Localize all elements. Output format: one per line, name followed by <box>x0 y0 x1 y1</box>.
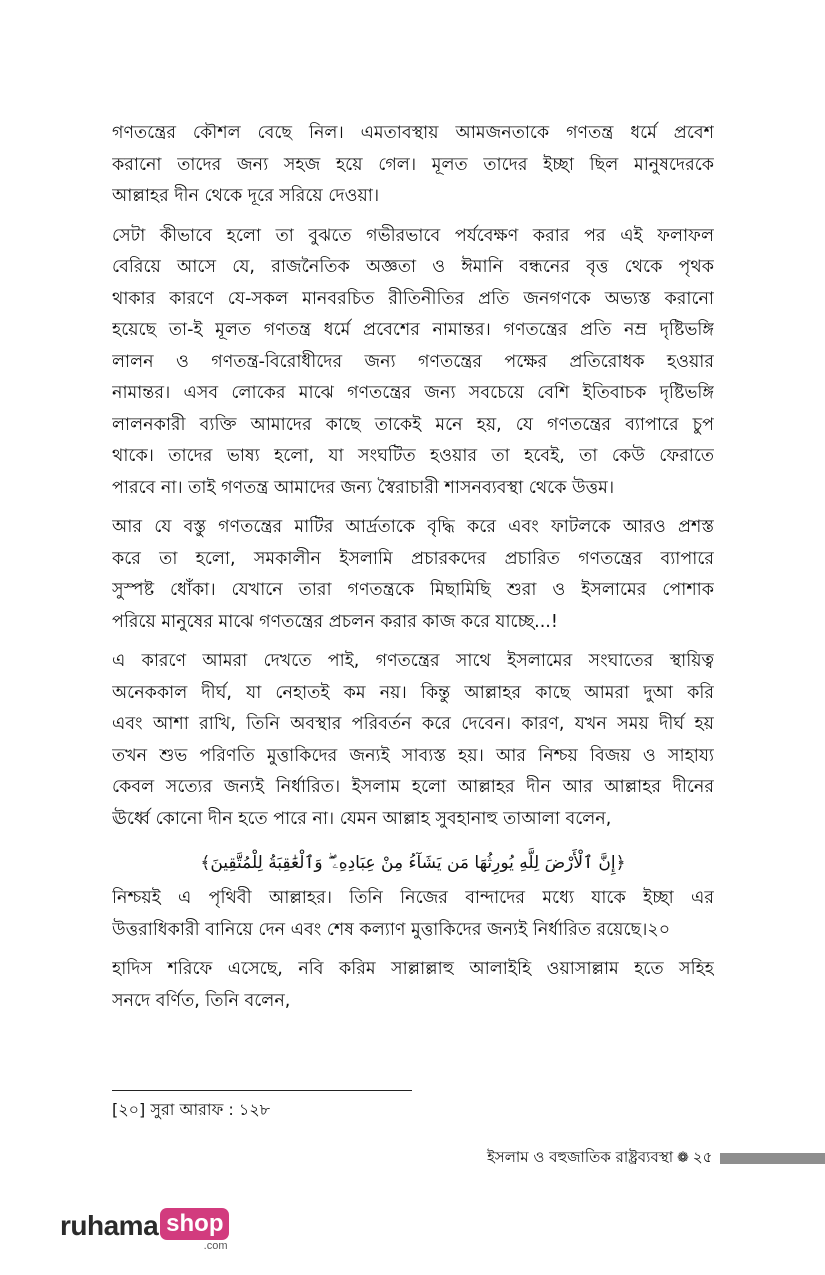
text-line: এ কারণে আমরা দেখতে পাই, গণতন্ত্রের সাথে ইসলামের সংঘাতের স্থায়িত্ব <box>112 651 714 671</box>
paragraph <box>112 646 714 835</box>
text-line: নামান্তর। এসব লোকের মাঝে গণতন্ত্রের জন্য সবচেয়ে বেশি ইতিবাচক দৃষ্টিভঙ্গি <box>112 383 714 403</box>
text-line: সুস্পষ্ট ধোঁকা। যেখানে তারা গণতন্ত্রকে মিছামিছি শুরা ও ইসলামের পোশাক <box>112 580 714 600</box>
text-line: কেবল সত্যের জন্যই নির্ধারিত। ইসলাম হলো আল্লাহর দীন আর আল্লাহর দীনের <box>112 777 714 797</box>
text-line: সেটা কীভাবে হলো তা বুঝতে গভীরভাবে পর্যবেক্ষণ করার পর এই ফলাফল <box>112 225 714 246</box>
text-line: গণতন্ত্রের কৌশল বেছে নিল। এমতাবস্থায় আমজনতাকে গণতন্ত্র ধর্মে প্রবেশ <box>112 123 714 143</box>
text-line: করে তা হলো, সমকালীন ইসলামি প্রচারকদের প্রচারিত গণতন্ত্রের ব্যাপারে <box>112 548 714 569</box>
text-line: অনেককাল দীর্ঘ, যা নেহাতই কম নয়। কিন্তু আল্লাহর কাছে আমরা দুআ করি <box>112 682 714 703</box>
text-line: থাকে। তাদের ভাষ্য হলো, যা সংঘটিত হওয়ার তা হবেই, তা কেউ ফেরাতে <box>112 446 714 466</box>
logo-shop-badge: shop <box>160 1208 229 1240</box>
text-line: তখন শুভ পরিণতি মুত্তাকিদের জন্যই সাব্যস্ত হয়। আর নিশ্চয় বিজয় ও সাহায্য <box>112 745 714 766</box>
paragraph <box>112 883 714 946</box>
text-line: ঊর্ধ্বে কোনো দীন হতে পারে না। যেমন আল্লাহ সুবহানাহু তাআলা বলেন, <box>112 808 612 829</box>
logo-domain: .com <box>203 1240 228 1252</box>
text-line: বেরিয়ে আসে যে, রাজনৈতিক অজ্ঞতা ও ঈমানি বন্ধনের বৃত্ত থেকে পৃথক <box>112 257 714 277</box>
footnote: [২০] সুরা আরাফ : ১২৮ <box>112 1100 271 1119</box>
text-line: করানো তাদের জন্য সহজ হয়ে গেল। মূলত তাদের ইচ্ছা ছিল মানুষদেরকে <box>112 154 714 175</box>
text-line: এবং আশা রাখি, তিনি অবস্থার পরিবর্তন করে দেবেন। কারণ, যখন সময় দীর্ঘ হয় <box>112 714 714 734</box>
quran-verse: ﴿إِنَّ ٱلْأَرْضَ لِلَّهِ يُورِثُهَا مَن يَشَآءُ مِنْ عِبَادِهِۦ ۖ وَٱلْعَٰقِبَةُ لِلْمُتَّقِينَ﴾ <box>200 853 626 873</box>
flower-ornament-icon: ❁ <box>677 1150 689 1166</box>
text-line: লালন ও গণতন্ত্র-বিরোধীদের জন্য গণতন্ত্রের পক্ষের প্রতিরোধক হওয়ার <box>112 351 714 372</box>
text-line: আল্লাহর দীন থেকে দূরে সরিয়ে দেওয়া। <box>112 186 380 206</box>
paragraph <box>112 221 714 505</box>
footer-bar <box>720 1153 825 1164</box>
logo-shop-group <box>158 1208 229 1252</box>
text-line: পরিয়ে মানুষের মাঝে গণতন্ত্রের প্রচলন করার কাজ করে যাচ্ছে...! <box>112 611 558 632</box>
book-title: ইসলাম ও বহুজাতিক রাষ্ট্রব্যবস্থা <box>487 1147 674 1166</box>
logo-brand: ruhama <box>60 1210 159 1241</box>
running-footer <box>440 1146 825 1170</box>
page-number: ২৫ <box>692 1147 713 1166</box>
text-line: হয়েছে তা-ই মূলত গণতন্ত্র ধর্মে প্রবেশের নামান্তর। গণতন্ত্রের প্রতি নম্র দৃষ্টিভঙ্গি <box>112 320 714 340</box>
text-line: উত্তরাধিকারী বানিয়ে দেন এবং শেষ কল্যাণ মুত্তাকিদের জন্যই নির্ধারিত রয়েছে।২০ <box>112 919 671 940</box>
paragraph <box>112 118 714 213</box>
text-line: সনদে বর্ণিত, তিনি বলেন, <box>112 990 291 1011</box>
text-line: হাদিস শরিফে এসেছে, নবি করিম সাল্লাল্লাহু আলাইহি ওয়াসাল্লাম হতে সহিহ <box>112 959 714 979</box>
body-text <box>112 118 714 1025</box>
text-line: পারবে না। তাই গণতন্ত্র আমাদের জন্য স্বৈরাচারী শাসনব্যবস্থা থেকে উত্তম। <box>112 477 615 498</box>
paragraph <box>112 954 714 1017</box>
text-line: লালনকারী ব্যক্তি আমাদের কাছে তাকেই মনে হয়, যে গণতন্ত্রের ব্যাপারে চুপ <box>112 414 714 435</box>
text-line: নিশ্চয়ই এ পৃথিবী আল্লাহর। তিনি নিজের বান্দাদের মধ্যে যাকে ইচ্ছা এর <box>112 888 714 908</box>
text-line: থাকার কারণে যে-সকল মানবরচিত রীতিনীতির প্রতি জনগণকে অভ্যস্ত করানো <box>112 288 714 309</box>
paragraph <box>112 512 714 638</box>
footnote-divider <box>112 1090 412 1091</box>
text-line: আর যে বস্তু গণতন্ত্রের মাটির আর্দ্রতাকে বৃদ্ধি করে এবং ফাটলকে আরও প্রশস্ত <box>112 517 714 537</box>
ruhama-shop-logo <box>60 1208 229 1252</box>
